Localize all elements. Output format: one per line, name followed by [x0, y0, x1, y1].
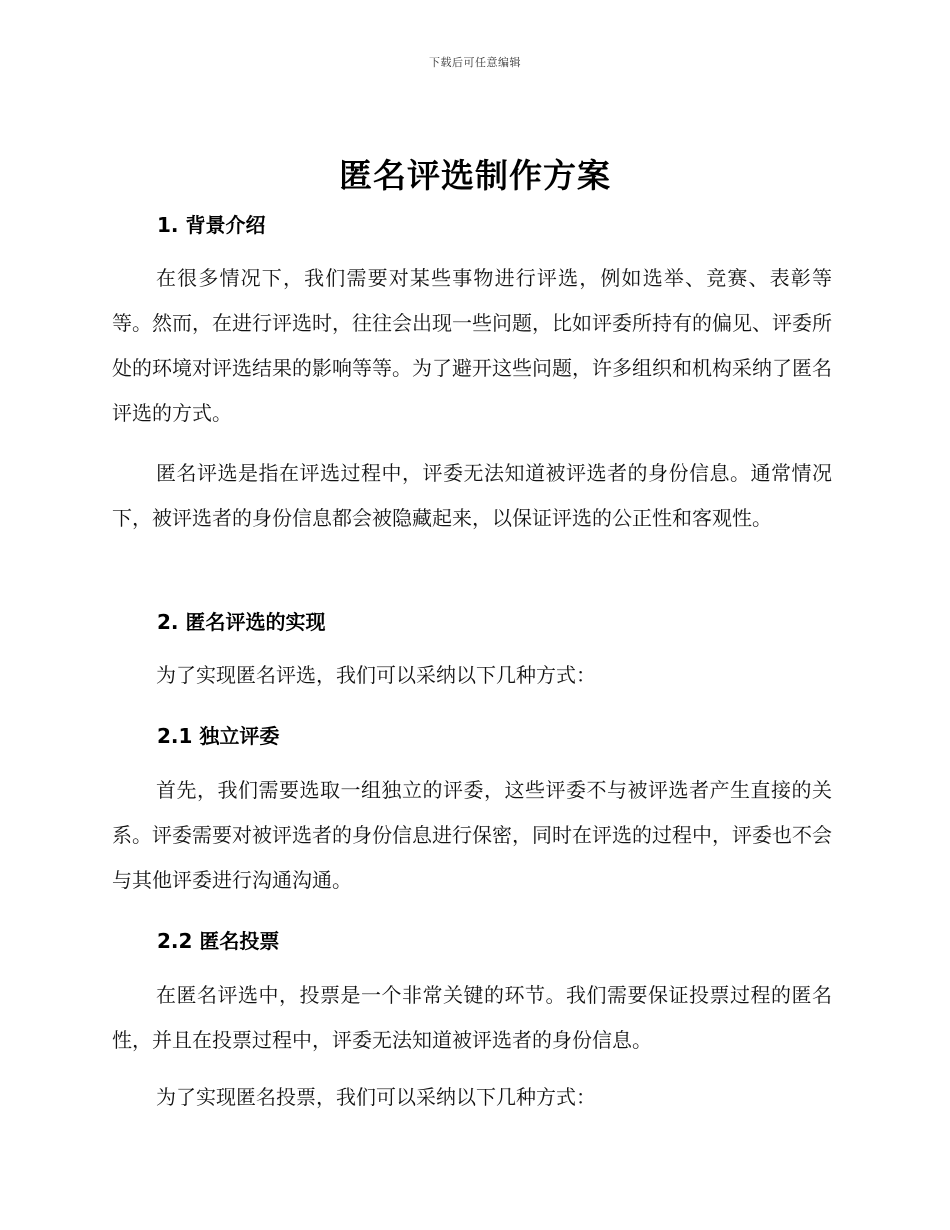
subsection-heading-independent-judges: 2.1 独立评委 — [157, 724, 280, 748]
paragraph-background-2: 匿名评选是指在评选过程中，评委无法知道被评选者的身份信息。通常情况下，被评选者的身份信息都会被隐藏起来，以保证评选的公正性和客观性。 — [112, 461, 832, 530]
document-title: 匿名评选制作方案 — [339, 156, 611, 195]
subsection-heading-anonymous-voting: 2.2 匿名投票 — [157, 929, 280, 953]
paragraph-background-1: 在很多情况下，我们需要对某些事物进行评选，例如选举、竞赛、表彰等等。然而，在进行评选时，往往会出现一些问题，比如评委所持有的偏见、评委所处的环境对评选结果的影响等等。为了避开这些问题，许多组织和机构采纳了匿名评选的方式。 — [112, 266, 832, 425]
paragraph-anonymous-voting-2: 为了实现匿名投票，我们可以采纳以下几种方式： — [156, 1085, 596, 1109]
header-note: 下载后可任意编辑 — [429, 56, 521, 69]
paragraph-independent-judges: 首先，我们需要选取一组独立的评委，这些评委不与被评选者产生直接的关系。评委需要对被评选者的身份信息进行保密，同时在评选的过程中，评委也不会与其他评委进行沟通沟通。 — [112, 778, 832, 892]
paragraph-implementation-intro: 为了实现匿名评选，我们可以采纳以下几种方式： — [156, 663, 596, 687]
section-heading-implementation: 2. 匿名评选的实现 — [157, 610, 326, 634]
paragraph-anonymous-voting-1: 在匿名评选中，投票是一个非常关键的环节。我们需要保证投票过程的匿名性，并且在投票过程中，评委无法知道被评选者的身份信息。 — [112, 983, 832, 1052]
section-heading-background: 1. 背景介绍 — [157, 213, 266, 237]
